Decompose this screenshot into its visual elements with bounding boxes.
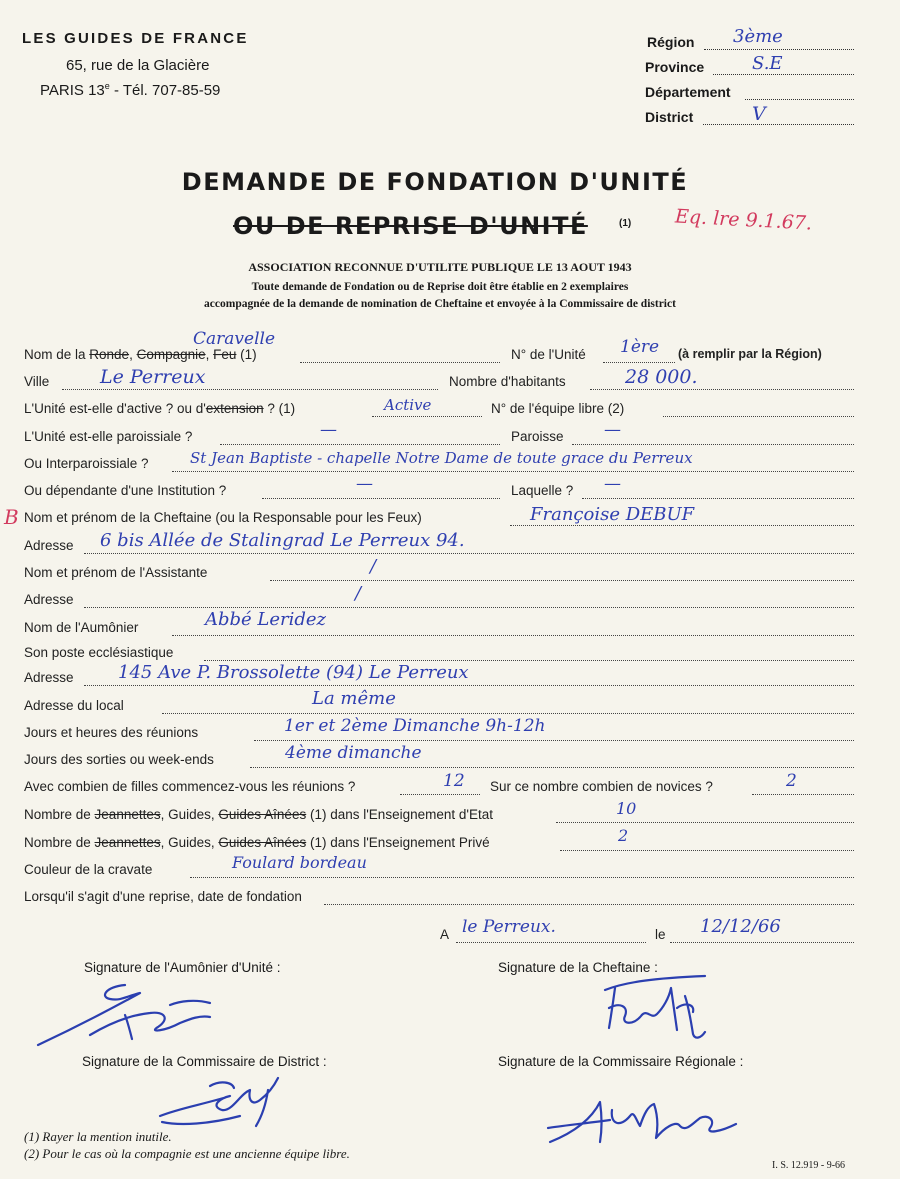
unit-number-value[interactable]: 1ère [620,337,660,357]
parish-label: Paroisse [511,429,564,444]
assistant-address-label: Adresse [24,592,74,607]
founding-date-line [324,904,854,905]
region-label: Région [647,34,695,50]
outings-value[interactable]: 4ème dimanche [285,743,422,763]
form-reference: I. S. 12.919 - 9-66 [772,1160,846,1171]
state-label-ainees: Guides Aînées [218,807,307,822]
district-line [703,124,854,125]
state-label-c: (1) dans l'Enseignement d'Etat [306,807,493,822]
chaplain-signature [30,975,230,1055]
departement-label: Département [645,84,731,100]
parish-question-value[interactable]: — [320,420,337,440]
unit-name-line [300,362,500,363]
margin-mark: B [4,505,19,529]
chaplain-address-value[interactable]: 145 Ave P. Brossolette (94) Le Perreux [118,662,469,683]
private-label-jeannettes: Jeannettes [94,835,161,850]
active-value[interactable]: Active [384,396,432,414]
active-label-b: ? (1) [263,401,296,416]
district-commissioner-signature [150,1066,300,1132]
date-line [670,942,854,943]
form-title: DEMANDE DE FONDATION D'UNITÉ [181,168,689,196]
leader-address-value[interactable]: 6 bis Allée de Stalingrad Le Perreux 94. [100,530,465,551]
footnote-2: (2) Pour le cas où la compagnie est une ancienne équipe libre. [24,1146,350,1161]
organization-city-phone [40,81,220,99]
label-compagnie: Compagnie [136,347,206,362]
chaplain-address-label: Adresse [24,670,74,685]
private-label-ainees: Guides Aînées [218,835,307,850]
chaplain-name-value[interactable]: Abbé Leridez [205,609,327,630]
title-footnote-mark: (1) [619,218,632,229]
assistant-name-label: Nom et prénom de l'Assistante [24,565,208,580]
city-label: Ville [24,374,50,389]
meeting-times-line [254,740,854,741]
free-team-line [663,416,854,417]
label-feu: Feu [213,347,237,362]
inhabitants-value[interactable]: 28 000. [625,366,698,388]
institution-label: Ou dépendante d'une Institution ? [24,483,227,498]
city-sup: e [104,81,110,91]
place-line [456,942,646,943]
leader-name-label: Nom et prénom de la Cheftaine (ou la Responsable pour les Feux) [24,510,422,525]
unit-name-label-b: (1) [236,347,257,362]
province-line [713,74,854,75]
region-value[interactable]: 3ème [733,26,783,47]
private-label-c: (1) dans l'Enseignement Privé [306,835,490,850]
private-school-value[interactable]: 2 [618,826,629,845]
assistant-name-value[interactable]: / [370,556,377,577]
active-label [24,401,295,416]
private-school-line [560,850,854,851]
leader-address-line [84,553,854,554]
city-line [62,389,438,390]
novices-line [752,794,854,795]
meeting-times-value[interactable]: 1er et 2ème Dimanche 9h-12h [284,716,546,736]
chaplain-signature-label: Signature de l'Aumônier d'Unité : [84,960,281,975]
city-suffix: - Tél. 707-85-59 [109,82,221,99]
interparish-line [172,471,854,472]
state-label-jeannettes: Jeannettes [94,807,161,822]
unit-name-label [24,347,257,362]
unit-number-note: (à remplir par la Région) [678,347,822,361]
interparish-value[interactable]: St Jean Baptiste - chapelle Notre Dame de toute grace du Perreux [190,449,693,467]
novices-label: Sur ce nombre combien de novices ? [490,779,713,794]
parish-question-line [220,444,500,445]
church-post-line [204,660,854,661]
outings-label: Jours des sorties ou week-ends [24,752,214,767]
free-team-label: N° de l'équipe libre (2) [491,401,625,416]
unit-name-label-a: Nom de la [24,347,90,362]
tie-color-value[interactable]: Foulard bordeau [232,853,367,872]
parish-line [572,444,854,445]
tie-color-label: Couleur de la cravate [24,862,153,877]
private-label-b: , Guides, [160,835,219,850]
footnote-1: (1) Rayer la mention inutile. [24,1129,172,1144]
inhabitants-line [590,389,854,390]
regional-commissioner-signature-label: Signature de la Commissaire Régionale : [498,1054,744,1069]
premises-address-line [162,713,854,714]
private-school-label [24,835,490,850]
city-value[interactable]: Le Perreux [100,366,206,388]
state-label-b: , Guides, [160,807,219,822]
which-value[interactable]: — [604,474,621,494]
assistant-address-line [84,607,854,608]
unit-number-label: N° de l'Unité [511,347,586,362]
organization-name: LES GUIDES DE FRANCE [22,30,249,47]
state-school-label [24,807,493,822]
leader-signature [585,968,725,1048]
chaplain-name-line [172,635,854,636]
parish-question-label: L'Unité est-elle paroissiale ? [24,429,193,444]
label-ronde: Ronde [89,347,130,362]
outings-line [250,767,854,768]
city-prefix: PARIS 13 [40,82,105,99]
place-value[interactable]: le Perreux. [462,917,556,937]
private-label-a: Nombre de [24,835,95,850]
which-line [582,498,854,499]
province-value[interactable]: S.E [752,53,783,74]
subtitle-instructions-1: Toute demande de Fondation ou de Reprise doit être établie en 2 exemplaires [251,281,629,293]
place-label: A [440,927,450,942]
departement-line [745,99,854,100]
label-sep1: , [129,347,137,362]
organization-address: 65, rue de la Glacière [66,57,210,74]
region-line [704,49,854,50]
active-line [372,416,482,417]
assistant-address-value[interactable]: / [355,583,362,604]
assistant-name-line [270,580,854,581]
tie-color-line [190,877,854,878]
subtitle-instructions-2: accompagnée de la demande de nomination de Cheftaine et envoyée à la Commissaire de district [204,298,676,310]
leader-address-label: Adresse [24,538,74,553]
leader-name-line [510,525,854,526]
institution-line [262,498,500,499]
form-title-struck: OU DE REPRISE D'UNITÉ [233,212,588,240]
meeting-times-label: Jours et heures des réunions [24,725,199,740]
interparish-label: Ou Interparoissiale ? [24,456,149,471]
state-school-value[interactable]: 10 [616,799,637,818]
girls-count-line [400,794,480,795]
label-extension: extension [205,401,264,416]
girls-count-label: Avec combien de filles commencez-vous les réunions ? [24,779,356,794]
title-annotation: Eq. lre 9.1.67. [674,205,813,235]
unit-number-line [603,362,675,363]
regional-commissioner-signature [540,1080,750,1152]
district-commissioner-signature-label: Signature de la Commissaire de District : [82,1054,327,1069]
province-label: Province [645,59,705,75]
chaplain-name-label: Nom de l'Aumônier [24,620,139,635]
state-school-line [556,822,854,823]
date-label: le [655,927,666,942]
which-label: Laquelle ? [511,483,574,498]
girls-count-value[interactable]: 12 [443,771,465,791]
district-value[interactable]: V [752,103,766,125]
state-label-a: Nombre de [24,807,95,822]
district-label: District [645,109,694,125]
leader-name-value[interactable]: Françoise DEBUF [530,504,695,525]
chaplain-address-line [84,685,854,686]
institution-value[interactable]: — [356,474,373,494]
leader-signature-label: Signature de la Cheftaine : [498,960,658,975]
church-post-label: Son poste ecclésiastique [24,645,174,660]
inhabitants-label: Nombre d'habitants [449,374,566,389]
premises-address-label: Adresse du local [24,698,124,713]
label-sep2: , [205,347,214,362]
parish-value[interactable]: — [604,420,621,440]
subtitle-association: ASSOCIATION RECONNUE D'UTILITE PUBLIQUE LE 13 AOUT 1943 [248,260,632,274]
novices-value[interactable]: 2 [786,771,797,791]
unit-name-value[interactable]: Caravelle [193,329,276,349]
founding-date-label: Lorsqu'il s'agit d'une reprise, date de fondation [24,889,302,904]
active-label-a: L'Unité est-elle d'active ? ou d' [24,401,206,416]
date-value[interactable]: 12/12/66 [700,916,781,937]
premises-address-value[interactable]: La même [312,688,396,709]
